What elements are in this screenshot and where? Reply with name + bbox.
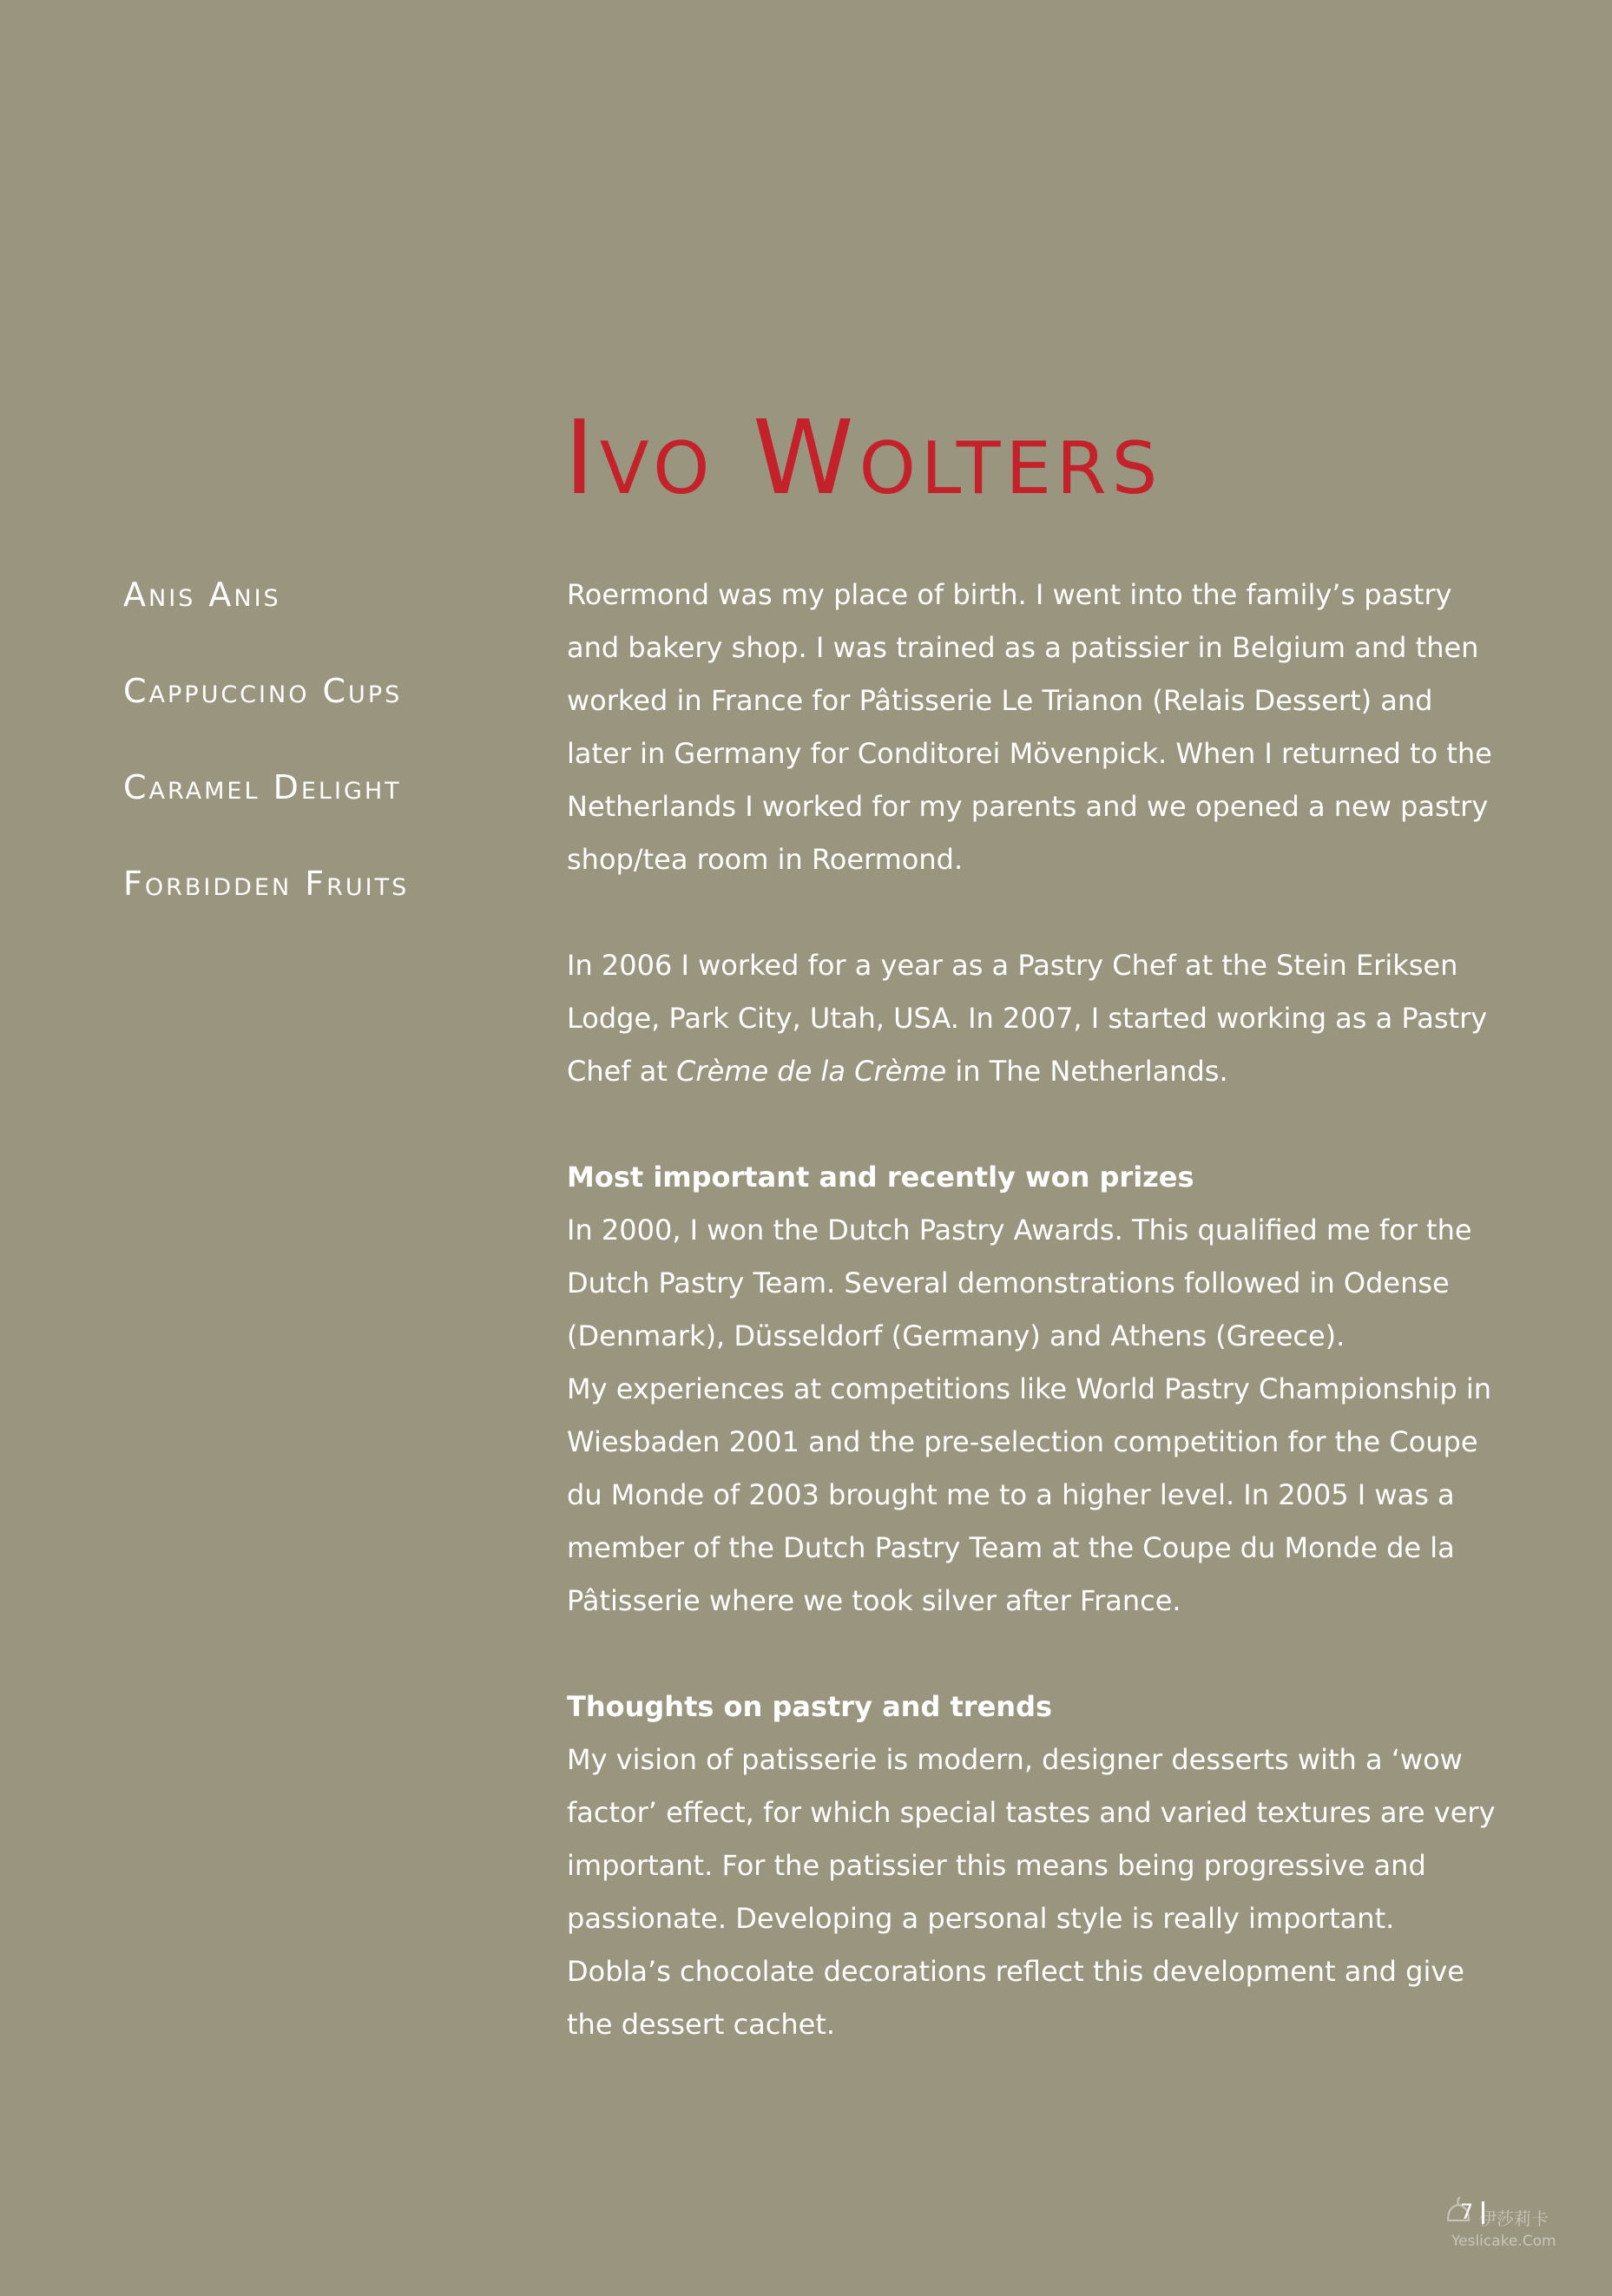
watermark-url: Yeslicake.Com [1451, 2233, 1556, 2250]
career-text-after: in The Netherlands. [946, 1055, 1228, 1088]
thoughts-section [567, 1681, 1500, 2051]
thoughts-text: My vision of patisserie is modern, designer desserts with a ‘wow factor’ effect, for which special tastes and varied textures are very important. For the patissier this means being progressive and passionate. Developing a personal style is really important. Dobla’s chocolate decorations reflect this development and give the dessert cachet. [567, 1743, 1496, 2041]
cake-logo-icon [1441, 2194, 1476, 2229]
recipe-item-caramel-delight: Caramel Delight [123, 768, 402, 806]
career-emphasis: Crème de la Crème [676, 1055, 947, 1088]
career-text-before: In 2006 I worked for a year as a Pastry Chef at the Stein Eriksen Lodge, Park City, Utah, USA. In 2007, I started working as a Pastry Chef at [567, 949, 1488, 1088]
recipe-item-cappuccino-cups: Cappuccino Cups [123, 672, 403, 710]
recipe-list [123, 575, 409, 960]
watermark-site-name: 伊莎莉卡 [1479, 2208, 1549, 2229]
page-title: Ivo Wolters [564, 398, 1163, 517]
recipe-item-forbidden-fruits: Forbidden Fruits [123, 865, 410, 903]
recipe-item-anis-anis: Anis Anis [123, 576, 281, 614]
biography-paragraph-career [567, 939, 1500, 1098]
prizes-section [567, 1151, 1500, 1628]
biography-text [567, 569, 1500, 2104]
prizes-text-1: In 2000, I won the Dutch Pastry Awards. This qualified me for the Dutch Pastry Team. Several demonstrations followed in Odense (Denmark), Düsseldorf (Germany) and Athens (Greece). [567, 1214, 1472, 1352]
thoughts-heading: Thoughts on pastry and trends [567, 1690, 1053, 1723]
prizes-heading: Most important and recently won prizes [567, 1161, 1194, 1194]
prizes-text-2: My experiences at competitions like World Pastry Championship in Wiesbaden 2001 and the pre-selection competition for the Coupe du Monde of 2003 brought me to a higher level. In 2005 I was a member of the Dutch Pastry Team at the Coupe du Monde de la Pâtisserie where we took silver after France. [567, 1372, 1491, 1617]
watermark [1441, 2194, 1580, 2255]
biography-paragraph-origin: Roermond was my place of birth. I went into the family’s pastry and bakery shop. I was trained as a patissier in Belgium and then worked in France for Pâtisserie Le Trianon (Relais Dessert) and later in Germany for Conditorei Mövenpick. When I returned to the Netherlands I worked for my parents and we opened a new pastry shop/tea room in Roermond. [567, 578, 1492, 876]
page-number-value: 7 [1460, 2200, 1474, 2224]
